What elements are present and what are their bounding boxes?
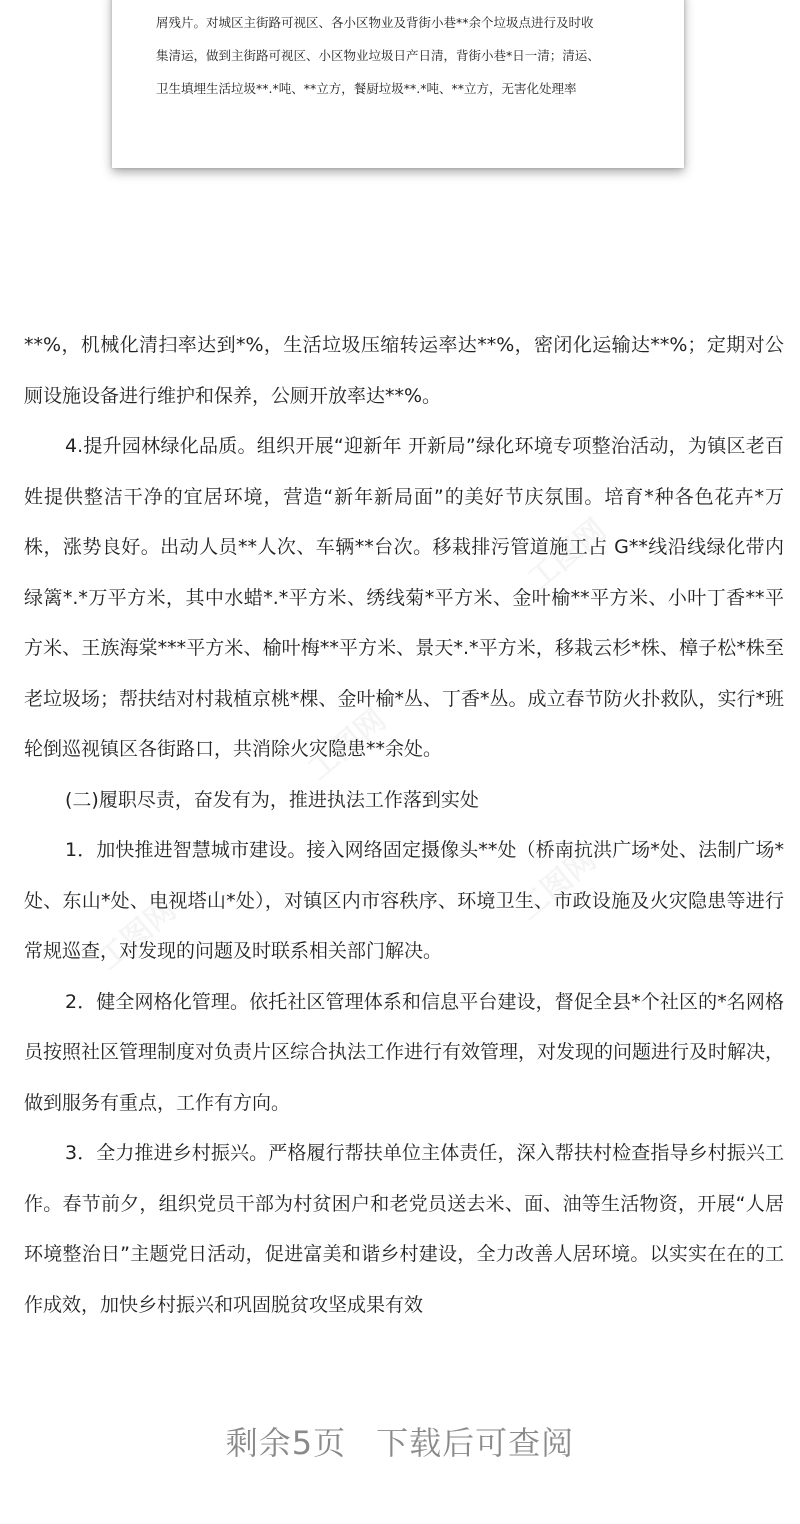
paragraph: 4.提升园林绿化品质。组织开展“迎新年 开新局”绿化环境专项整治活动，为镇区老百姓提供整洁干净的宜居环境，营造“新年新局面”的美好节庆氛围。培育*种各色花卉*万株，涨势良好。出动人员**人次、车辆**台次。移栽排污管道施工占 G**线沿线绿化带内绿篱*.*万平方米，其中水蜡*.*平方米、绣线菊*平方米、金叶榆**平方米、小叶丁香**平方米、王族海棠***平方米、榆叶梅**平方米、景天*.*平方米，移栽云杉*株、樟子松*株至老垃圾场；帮扶结对村栽植京桃*棵、金叶榆*丛、丁香*丛。成立春节防火扑救队，实行*班轮倒巡视镇区各街路口，共消除火灾隐患**余处。 (24, 435, 785, 760)
preview-line: 卫生填埋生活垃圾**.*吨、**立方，餐厨垃圾**.*吨、**立方，无害化处理率 (156, 81, 577, 96)
download-hint-label[interactable]: 下载后可查阅 (376, 1424, 575, 1462)
download-to-read-more[interactable] (0, 1418, 800, 1464)
remaining-pages-label[interactable]: 剩余5页 (225, 1424, 347, 1462)
page-preview-card (112, 0, 684, 168)
paragraph: 2．健全网格化管理。依托社区管理体系和信息平台建设，督促全县*个社区的*名网格员按照社区管理制度对负责片区综合执法工作进行有效管理，对发现的问题进行及时解决，做到服务有重点，工作有方向。 (24, 990, 785, 1114)
paragraph: 3．全力推进乡村振兴。严格履行帮扶单位主体责任，深入帮扶村检查指导乡村振兴工作。春节前夕，组织党员干部为村贫困户和老党员送去米、面、油等生活物资，开展“人居环境整治日”主题党日活动，促进富美和谐乡村建设，全力改善人居环境。以实实在在的工作成效，加快乡村振兴和巩固脱贫攻坚成果有效 (24, 1142, 784, 1316)
section-heading: (二)履职尽责，奋发有为，推进执法工作落到实处 (65, 788, 479, 811)
paragraph: **%，机械化清扫率达到*%，生活垃圾压缩转运率达**%，密闭化运输达**%；定期对公厕设施设备进行维护和保养，公厕开放率达**%。 (24, 334, 784, 407)
document-body (24, 320, 784, 1330)
paragraph: 1．加快推进智慧城市建设。接入网络固定摄像头**处（桥南抗洪广场*处、法制广场*处、东山*处、电视塔山*处），对镇区内市容秩序、环境卫生、市政设施及火灾隐患等进行常规巡查，对发现的问题及时联系相关部门解决。 (24, 839, 784, 962)
preview-line: 屑残片。对城区主街路可视区、各小区物业及背街小巷**余个垃圾点进行及时收 (156, 15, 594, 30)
preview-line: 集清运，做到主街路可视区、小区物业垃圾日产日清，背街小巷*日一清；清运、 (156, 48, 600, 63)
preview-text (156, 6, 666, 105)
